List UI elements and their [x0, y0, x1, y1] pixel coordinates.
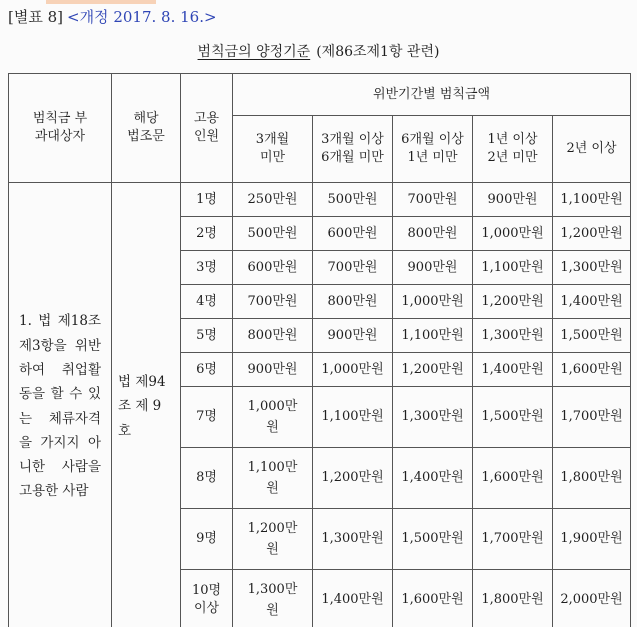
fine-amount: 500만원: [247, 225, 298, 241]
fine-amount: 1,100만원: [401, 327, 464, 343]
fine-amount-cell: [473, 251, 553, 285]
fine-schedule-table: [8, 73, 631, 627]
fine-amount: 1,600만원: [560, 361, 623, 377]
table-reference-line: [8, 6, 217, 27]
fine-amount: 1,700만원: [481, 531, 544, 547]
fine-amount-cell: [393, 353, 473, 387]
employee-count: 8명: [181, 448, 233, 509]
employee-count: 5명: [181, 319, 233, 353]
fine-amount: 1,700만원: [560, 409, 623, 425]
fine-amount-cell: [553, 509, 631, 570]
fine-amount: 1,300만원: [401, 409, 464, 425]
violator-subject: 1. 법 제18조제3항을 위반하여 취업활동을 할 수 있는 체류자격을 가지지 아니한 사람을 고용한 사람: [9, 183, 112, 627]
fine-amount-cell: [233, 319, 313, 353]
fine-amount-cell: [553, 448, 631, 509]
employee-count: 4명: [181, 285, 233, 319]
fine-amount-cell: [393, 319, 473, 353]
fine-amount-cell: [473, 509, 553, 570]
employee-count: 6명: [181, 353, 233, 387]
fine-amount: 1,600만원: [401, 592, 464, 608]
fine-amount: 1,200만원: [247, 520, 298, 557]
fine-amount-cell: [393, 217, 473, 251]
fine-amount: 1,300만원: [247, 581, 298, 618]
fine-amount: 600만원: [247, 259, 298, 275]
fine-amount-cell: [553, 217, 631, 251]
fine-amount: 700만원: [407, 191, 458, 207]
fine-amount: 900만원: [247, 361, 298, 377]
fine-amount-cell: [473, 285, 553, 319]
fine-amount: 800만원: [407, 225, 458, 241]
fine-amount-cell: [393, 251, 473, 285]
fine-amount: 1,300만원: [560, 259, 623, 275]
fine-amount: 900만원: [487, 191, 538, 207]
fine-amount: 1,300만원: [321, 531, 384, 547]
fine-amount: 1,200만원: [481, 293, 544, 309]
fine-amount-cell: [233, 448, 313, 509]
fine-amount-cell: [553, 183, 631, 217]
fine-amount: 1,000만원: [247, 398, 298, 435]
fine-amount: 1,500만원: [481, 409, 544, 425]
fine-amount-cell: [393, 183, 473, 217]
document-main-title: 범칙금의 양정기준: [197, 44, 311, 60]
fine-amount: 1,900만원: [560, 531, 623, 547]
fine-amount-cell: [473, 353, 553, 387]
fine-amount-cell: [553, 251, 631, 285]
fine-amount-cell: [393, 285, 473, 319]
header-subject: 범칙금 부 과대상자: [9, 74, 112, 183]
fine-amount: 900만원: [407, 259, 458, 275]
header-employees: 고용 인원: [181, 74, 233, 183]
fine-amount: 1,200만원: [401, 361, 464, 377]
fine-amount-cell: [313, 353, 393, 387]
fine-amount-cell: [313, 319, 393, 353]
fine-amount-cell: [393, 387, 473, 448]
document-related-article: (제86조제1항 관련): [316, 44, 440, 60]
revision-date: <개정 2017. 8. 16.>: [67, 8, 217, 26]
table-reference-label: [별표 8]: [8, 8, 63, 26]
fine-amount-cell: [233, 509, 313, 570]
header-period-2: 3개월 이상 6개월 미만: [313, 116, 393, 183]
fine-amount: 250만원: [247, 191, 298, 207]
fine-amount-cell: [233, 570, 313, 627]
fine-amount-cell: [393, 509, 473, 570]
applicable-article: 법 제94조 제 9호: [112, 183, 181, 627]
top-color-strip: [46, 0, 156, 4]
fine-amount: 2,000만원: [560, 592, 623, 608]
employee-count: 2명: [181, 217, 233, 251]
fine-amount: 1,100만원: [481, 259, 544, 275]
fine-amount-cell: [233, 387, 313, 448]
fine-amount-cell: [473, 570, 553, 627]
employee-count: 7명: [181, 387, 233, 448]
fine-amount-cell: [473, 319, 553, 353]
fine-amount: 1,300만원: [481, 327, 544, 343]
fine-amount: 700만원: [327, 259, 378, 275]
fine-amount: 1,200만원: [560, 225, 623, 241]
fine-amount-cell: [233, 217, 313, 251]
employee-count: 3명: [181, 251, 233, 285]
header-article: 해당 법조문: [112, 74, 181, 183]
fine-amount-cell: [313, 251, 393, 285]
employee-count: 1명: [181, 183, 233, 217]
fine-amount: 1,100만원: [247, 459, 298, 496]
fine-amount: 1,400만원: [481, 361, 544, 377]
fine-amount-cell: [313, 570, 393, 627]
fine-amount-cell: [313, 448, 393, 509]
fine-amount-cell: [473, 448, 553, 509]
fine-amount: 500만원: [327, 191, 378, 207]
fine-amount: 1,100만원: [560, 191, 623, 207]
fine-amount-cell: [233, 353, 313, 387]
fine-amount-cell: [393, 570, 473, 627]
header-period-4: 1년 이상 2년 미만: [473, 116, 553, 183]
fine-amount: 1,400만원: [401, 470, 464, 486]
fine-amount-cell: [553, 570, 631, 627]
fine-amount-cell: [313, 387, 393, 448]
fine-amount-cell: [473, 217, 553, 251]
fine-amount-cell: [313, 285, 393, 319]
fine-amount-cell: [553, 387, 631, 448]
fine-amount-cell: [313, 183, 393, 217]
fine-amount: 1,400만원: [560, 293, 623, 309]
fine-amount: 1,800만원: [481, 592, 544, 608]
fine-amount: 600만원: [327, 225, 378, 241]
fine-amount-cell: [473, 387, 553, 448]
fine-amount: 800만원: [327, 293, 378, 309]
fine-amount-cell: [233, 285, 313, 319]
header-period-3: 6개월 이상 1년 미만: [393, 116, 473, 183]
header-period-group: 위반기간별 범칙금액: [233, 74, 631, 116]
fine-amount-cell: [233, 183, 313, 217]
fine-amount: 1,500만원: [560, 327, 623, 343]
fine-amount-cell: [553, 319, 631, 353]
fine-amount: 1,200만원: [321, 470, 384, 486]
fine-amount-cell: [393, 448, 473, 509]
fine-amount-cell: [233, 251, 313, 285]
fine-amount: 1,000만원: [401, 293, 464, 309]
fine-amount: 800만원: [247, 327, 298, 343]
header-period-1: 3개월 미만: [233, 116, 313, 183]
fine-amount: 1,000만원: [481, 225, 544, 241]
fine-amount-cell: [313, 217, 393, 251]
fine-amount: 700만원: [247, 293, 298, 309]
header-period-5: 2년 이상: [553, 116, 631, 183]
table-row: [9, 183, 631, 217]
fine-amount: 1,000만원: [321, 361, 384, 377]
fine-amount: 1,400만원: [321, 592, 384, 608]
fine-amount: 1,800만원: [560, 470, 623, 486]
fine-amount: 1,100만원: [321, 409, 384, 425]
fine-amount: 1,600만원: [481, 470, 544, 486]
fine-amount-cell: [553, 353, 631, 387]
fine-amount-cell: [313, 509, 393, 570]
fine-amount: 1,500만원: [401, 531, 464, 547]
document-title: [0, 41, 637, 61]
fine-amount: 900만원: [327, 327, 378, 343]
employee-count: 10명 이상: [181, 570, 233, 627]
fine-amount-cell: [553, 285, 631, 319]
employee-count: 9명: [181, 509, 233, 570]
fine-amount-cell: [473, 183, 553, 217]
